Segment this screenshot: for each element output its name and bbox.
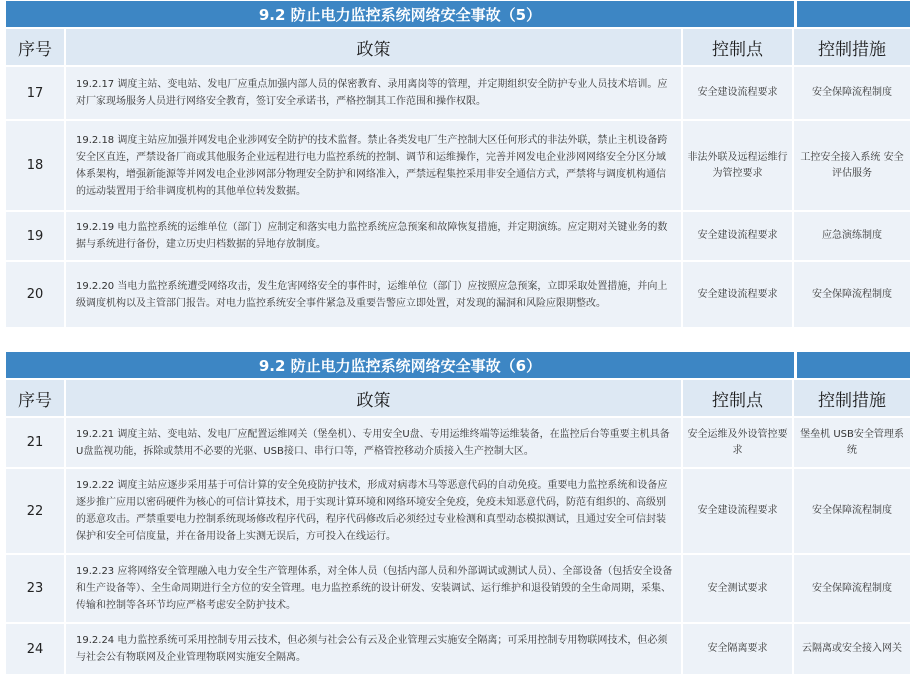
title-bar-extension [797,352,910,378]
header-control-point: 控制点 [683,380,794,416]
row-control-point: 安全建设流程要求 [683,469,794,553]
header-policy: 政策 [66,380,683,416]
table-title-bar [6,1,910,27]
row-policy: 19.2.21 调度主站、变电站、发电厂应配置运维网关（堡垒机）、专用安全U盘、专用运维终端等运维装备，在监控后台等重要主机具备U盘监视功能，拆除或禁用不必要的光驱、USB接口、串行口等，严格管控移动介质接入生产控制大区。 [66,418,683,467]
row-control-point: 安全隔离要求 [683,624,794,674]
row-policy: 19.2.17 调度主站、变电站、发电厂应重点加强内部人员的保密教育、录用离岗等的管理，并定期组织安全防护专业人员技术培训。应对厂家现场服务人员进行网络安全教育，签订安全承诺书，严格控制其工作范围和操作权限。 [66,67,683,119]
table-row [6,67,910,119]
row-serial: 18 [6,121,66,210]
header-row [6,29,910,65]
row-policy: 19.2.22 调度主站应逐步采用基于可信计算的安全免疫防护技术，形成对病毒木马等恶意代码的自动免疫。重要电力监控系统和设备应逐步推广应用以密码硬件为核心的可信计算技术，用于实现计算环境和网络环境安全免疫，免疫未知恶意代码，防范有组织的、高级别的恶意攻击。严禁重要电力控制系统现场修改程序代码，程序代码修改后必须经过专业检测和真型动态模拟测试，且通过安全可信封装保护和安全可信度量，并在备用设备上实测无误后，方可投入在线运行。 [66,469,683,553]
table-row [6,262,910,327]
header-policy: 政策 [66,29,683,65]
row-serial: 20 [6,262,66,327]
header-control-measure: 控制措施 [794,380,910,416]
row-control-point: 安全建设流程要求 [683,67,794,119]
row-policy: 19.2.23 应将网络安全管理融入电力安全生产管理体系，对全体人员（包括内部人员和外部调试或测试人员）、全部设备（包括安全设备和生产设备等）、全生命周期进行全方位的安全管理。电力监控系统的设计研发、安装调试、运行维护和退役销毁的全生命周期，采集、传输和控制等各环节均应严格考虑安全防护技术。 [66,555,683,622]
row-control-measure: 安全保障流程制度 [794,262,910,327]
table-row [6,212,910,260]
row-control-measure: 云隔离或安全接入网关 [794,624,910,674]
table-row [6,555,910,622]
table-row [6,469,910,553]
row-control-point: 安全运维及外设管控要求 [683,418,794,467]
row-policy: 19.2.20 当电力监控系统遭受网络攻击，发生危害网络安全的事件时，运维单位（部门）应按照应急预案，立即采取处置措施，并向上级调度机构以及主管部门报告。对电力监控系统安全事件紧急及重要告警应立即处置，对发现的漏洞和风险应限期整改。 [66,262,683,327]
row-control-point: 安全建设流程要求 [683,212,794,260]
row-control-point: 安全建设流程要求 [683,262,794,327]
table-title: 9.2 防止电力监控系统网络安全事故（6） [6,352,794,378]
header-control-point: 控制点 [683,29,794,65]
row-control-measure: 应急演练制度 [794,212,910,260]
row-serial: 21 [6,418,66,467]
row-control-point: 非法外联及远程运维行为管控要求 [683,121,794,210]
header-row [6,380,910,416]
row-policy: 19.2.18 调度主站应加强并网发电企业涉网安全防护的技术监督。禁止各类发电厂生产控制大区任何形式的非法外联，禁止主机设备跨安全区直连，严禁设备厂商或其他服务企业远程进行电力监控系统的控制、调节和运维操作，完善并网发电企业涉网网络安全分区分域体系架构，增强新能源等并网发电企业涉网部分物理安全防护和网络准入，严禁远程集控采用非安全通信方式，严禁将与调度机构通信的远动装置用于给非调度机构的其他单位转发数据。 [66,121,683,210]
row-serial: 23 [6,555,66,622]
policy-table-5 [6,1,910,327]
table-title-bar [6,352,910,378]
row-control-measure: 安全保障流程制度 [794,555,910,622]
row-serial: 17 [6,67,66,119]
table-row [6,121,910,210]
title-bar-extension [797,1,910,27]
header-serial: 序号 [6,380,66,416]
row-policy: 19.2.24 电力监控系统可采用控制专用云技术，但必须与社会公有云及企业管理云实施安全隔离；可采用控制专用物联网技术，但必须与社会公有物联网及企业管理物联网实施安全隔离。 [66,624,683,674]
header-control-measure: 控制措施 [794,29,910,65]
table-title: 9.2 防止电力监控系统网络安全事故（5） [6,1,794,27]
table-row [6,624,910,674]
row-control-measure: 堡垒机 USB安全管理系统 [794,418,910,467]
row-serial: 19 [6,212,66,260]
row-control-measure: 安全保障流程制度 [794,469,910,553]
row-control-measure: 安全保障流程制度 [794,67,910,119]
row-control-point: 安全测试要求 [683,555,794,622]
table-row [6,418,910,467]
row-control-measure: 工控安全接入系统 安全评估服务 [794,121,910,210]
row-serial: 24 [6,624,66,674]
row-policy: 19.2.19 电力监控系统的运维单位（部门）应制定和落实电力监控系统应急预案和故障恢复措施，并定期演练。应定期对关键业务的数据与系统进行备份，建立历史归档数据的异地存放制度。 [66,212,683,260]
policy-table-6 [6,352,910,674]
row-serial: 22 [6,469,66,553]
header-serial: 序号 [6,29,66,65]
